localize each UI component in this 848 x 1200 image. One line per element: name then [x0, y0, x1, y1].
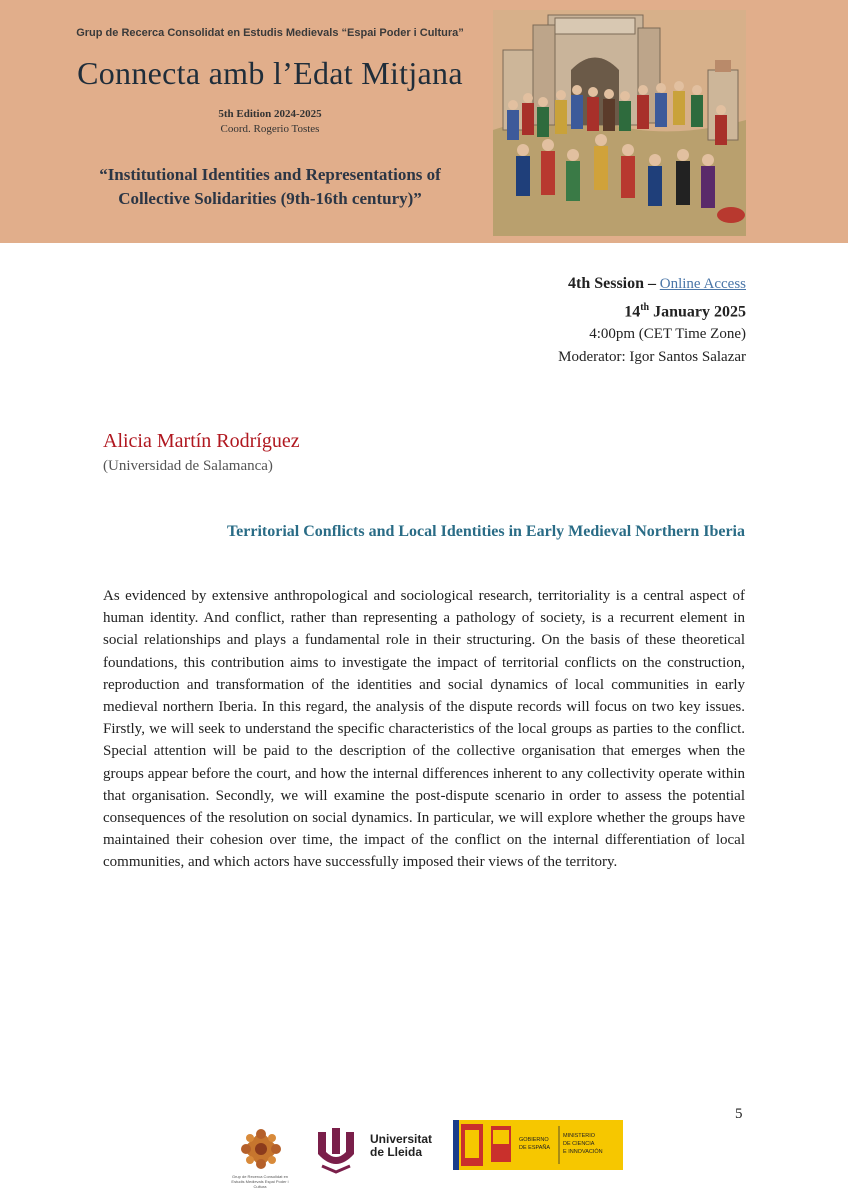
session-line — [558, 272, 746, 296]
theme-line-1: “Institutional Identities and Representations of — [99, 165, 441, 184]
gobierno-espana-logo-icon — [453, 1120, 623, 1170]
udl-line-1: Universitat — [370, 1132, 433, 1146]
footer-logos — [0, 1118, 848, 1200]
speaker-name: Alicia Martín Rodríguez — [103, 430, 300, 452]
svg-text:DE ESPAÑA: DE ESPAÑA — [519, 1145, 551, 1151]
theme-line-2: Collective Solidarities (9th-16th century)” — [118, 189, 422, 208]
research-group-logo-text: Grup de Recerca Consolidat en Estudis Medievals Espai Poder i Cultura — [231, 1174, 289, 1189]
svg-text:DE CIENCIA: DE CIENCIA — [563, 1141, 595, 1147]
coordinator-label: Coord. Rogerio Tostes — [220, 123, 320, 135]
online-access-link[interactable]: Online Access — [659, 276, 746, 292]
speaker-affiliation: (Universidad de Salamanca) — [103, 458, 273, 474]
research-group-name: Grup de Recerca Consolidat en Estudis Medievals “Espai Poder i Cultura” — [76, 27, 464, 39]
research-group-logo-icon — [238, 1126, 284, 1172]
edition-label: 5th Edition 2024-2025 — [218, 108, 322, 120]
session-date — [558, 296, 746, 323]
session-moderator: Moderator: Igor Santos Salazar — [558, 349, 746, 366]
udl-text — [370, 1133, 432, 1159]
udl-logo-icon — [312, 1124, 360, 1174]
gob-left-text: GOBIERNO — [519, 1137, 549, 1143]
page-number: 5 — [735, 1106, 743, 1122]
session-day: 14 — [624, 303, 641, 321]
gob-right-text: MINISTERIO — [563, 1133, 596, 1139]
udl-line-2: de Lleida — [370, 1145, 423, 1159]
medieval-crowd-illustration-icon — [493, 10, 746, 236]
session-label: 4th Session – — [567, 275, 657, 292]
theme-title — [60, 163, 480, 211]
session-day-suffix: th — [640, 302, 650, 313]
session-info — [558, 272, 746, 369]
page-title: Connecta amb l’Edat Mitjana — [77, 55, 463, 91]
header-banner — [0, 0, 848, 243]
talk-title: Territorial Conflicts and Local Identities in Early Medieval Northern Iberia — [226, 523, 745, 540]
svg-text:E INNOVACIÓN: E INNOVACIÓN — [563, 1149, 603, 1155]
abstract-text: As evidenced by extensive anthropological and sociological research, territoriality is a central aspect of human identity. And conflict, rather than representing a pathology of society, is a recurrent element in social relationships and plays a fundamental role in their structuring. On the basis of these theoretical foundations, this contribution aims to investigate the impact of territorial conflicts on the construction, reproduction and transformation of the identities and social dynamics of local communities in early medieval northern Iberia. In this regard, the analysis of the dispute records will focus on two key issues. Firstly, we will seek to understand the specific characteristics of the local groups as parties to the conflict. Special attention will be paid to the description of the collective organisation that emerges when the groups appear before the court, and how the internal differences inherent to any collectivity operate within that organisation. Secondly, we will examine the post-dispute scenario in order to assess the potential consequences of the resolution on social dynamics. In particular, we will explore whether the groups have maintained their cohesion over time, the impact of the conflict on the internal differentiation of local communities, and which actors have successfully imposed their views of the territory. — [103, 588, 745, 871]
session-time: 4:00pm (CET Time Zone) — [589, 326, 746, 343]
session-month-year: January 2025 — [649, 303, 746, 321]
